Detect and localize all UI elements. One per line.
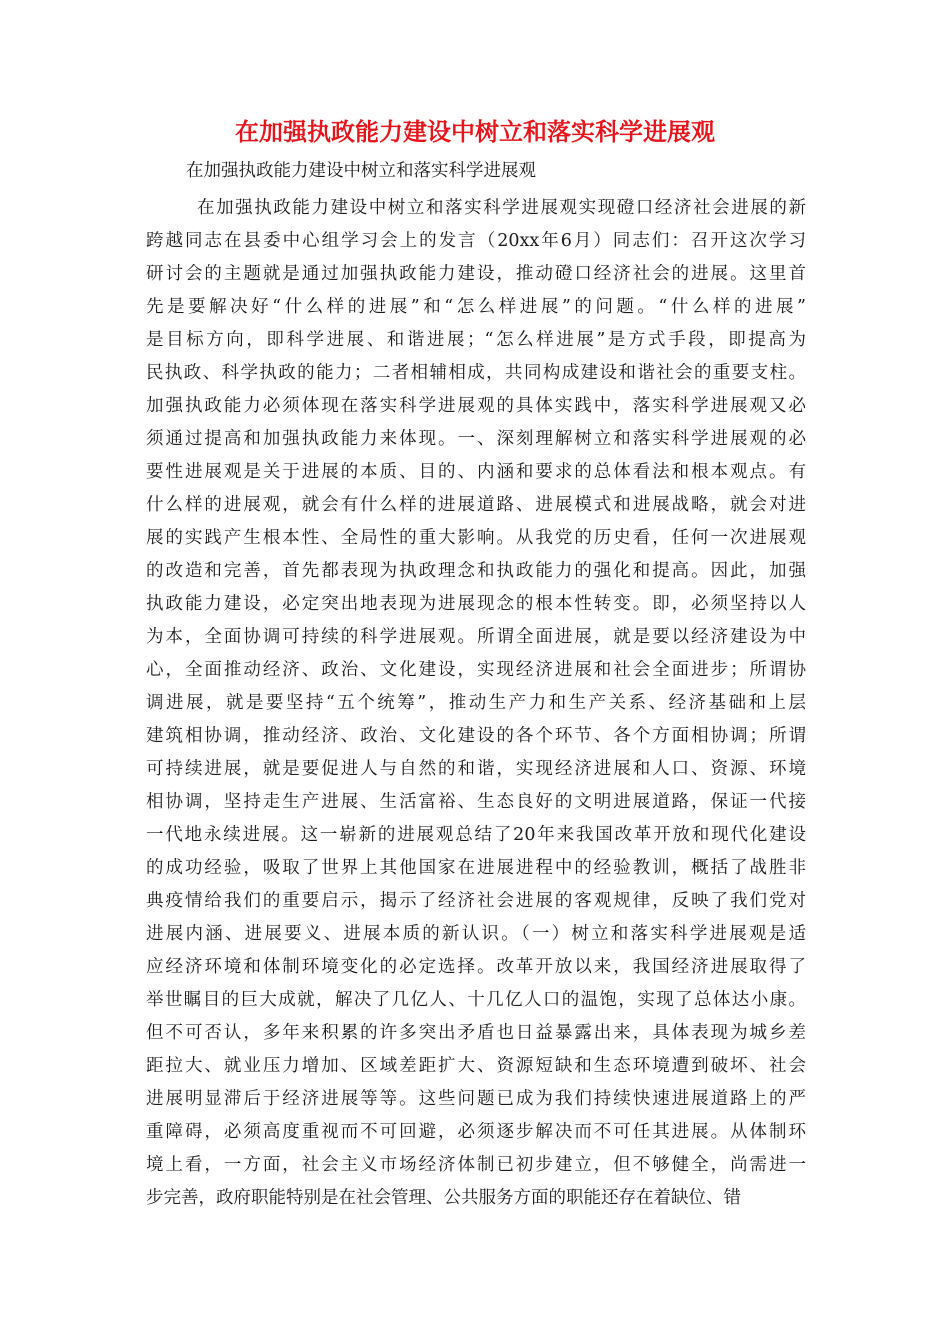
body-line: 的成功经验，吸取了世界上其他国家在进展进程中的经验教训，概括了战胜非 — [146, 858, 806, 878]
body-line: 重障碍，必须高度重视而不可回避，必须逐步解决而不可任其进展。从体制环 — [146, 1122, 806, 1142]
body-line: 为本，全面协调可持续的科学进展观。所谓全面进展，就是要以经济建设为中 — [146, 627, 806, 647]
body-line: 步完善，政府职能特别是在社会管理、公共服务方面的职能还存在着缺位、错 — [146, 1188, 741, 1208]
body-line: 调进展，就是要坚持“五个统筹”，推动生产力和生产关系、经济基础和上层 — [146, 693, 806, 713]
body-line: 执政能力建设，必定突出地表现为进展现念的根本性转变。即，必须坚持以人 — [146, 594, 806, 614]
body-line: 先是要解决好“什么样的进展”和“怎么样进展”的问题。“什么样的进展” — [146, 297, 806, 317]
body-line: 加强执政能力必须体现在落实科学进展观的具体实践中，落实科学进展观又必 — [146, 396, 806, 416]
body-line: 一代地永续进展。这一崭新的进展观总结了20年来我国改革开放和现代化建设 — [146, 825, 806, 845]
body-line: 进展内涵、进展要义、进展本质的新认识。（一）树立和落实科学进展观是适 — [146, 924, 806, 944]
body-line: 的改造和完善，首先都表现为执政理念和执政能力的强化和提高。因此，加强 — [146, 561, 806, 581]
body-line: 是目标方向，即科学进展、和谐进展；“怎么样进展”是方式手段，即提高为 — [146, 330, 806, 350]
document-title: 在加强执政能力建设中树立和落实科学进展观 — [235, 118, 715, 146]
document-subtitle: 在加强执政能力建设中树立和落实科学进展观 — [186, 161, 536, 181]
body-line: 心，全面推动经济、政治、文化建设，实现经济进展和社会全面进步；所谓协 — [146, 660, 806, 680]
body-line: 举世瞩目的巨大成就，解决了几亿人、十几亿人口的温饱，实现了总体达小康。 — [146, 990, 806, 1010]
body-line: 展的实践产生根本性、全局性的重大影响。从我党的历史看，任何一次进展观 — [146, 528, 806, 548]
body-line: 在加强执政能力建设中树立和落实科学进展观实现磴口经济社会进展的新 — [197, 198, 806, 218]
body-line: 距拉大、就业压力增加、区域差距扩大、资源短缺和生态环境遭到破坏、社会 — [146, 1056, 806, 1076]
body-line: 境上看，一方面，社会主义市场经济体制已初步建立，但不够健全，尚需进一 — [146, 1155, 806, 1175]
body-line: 什么样的进展观，就会有什么样的进展道路、进展模式和进展战略，就会对进 — [146, 495, 806, 515]
body-line: 典疫情给我们的重要启示，揭示了经济社会进展的客观规律，反映了我们党对 — [146, 891, 806, 911]
body-line: 民执政、科学执政的能力；二者相辅相成，共同构成建设和谐社会的重要支柱。 — [146, 363, 806, 383]
body-line: 应经济环境和体制环境变化的必定选择。改革开放以来，我国经济进展取得了 — [146, 957, 806, 977]
body-line: 研讨会的主题就是通过加强执政能力建设，推动磴口经济社会的进展。这里首 — [146, 264, 806, 284]
body-line: 要性进展观是关于进展的本质、目的、内涵和要求的总体看法和根本观点。有 — [146, 462, 806, 482]
body-line: 但不可否认，多年来积累的许多突出矛盾也日益暴露出来，具体表现为城乡差 — [146, 1023, 806, 1043]
body-paragraph — [146, 192, 806, 1215]
body-line: 建筑相协调，推动经济、政治、文化建设的各个环节、各个方面相协调；所谓 — [146, 726, 806, 746]
body-line: 跨越同志在县委中心组学习会上的发言（20xx年6月）同志们：召开这次学习 — [146, 231, 806, 251]
body-line: 须通过提高和加强执政能力来体现。一、深刻理解树立和落实科学进展观的必 — [146, 429, 806, 449]
body-line: 进展明显滞后于经济进展等等。这些问题已成为我们持续快速进展道路上的严 — [146, 1089, 806, 1109]
body-line: 可持续进展，就是要促进人与自然的和谐，实现经济进展和人口、资源、环境 — [146, 759, 806, 779]
body-line: 相协调，坚持走生产进展、生活富裕、生态良好的文明进展道路，保证一代接 — [146, 792, 806, 812]
